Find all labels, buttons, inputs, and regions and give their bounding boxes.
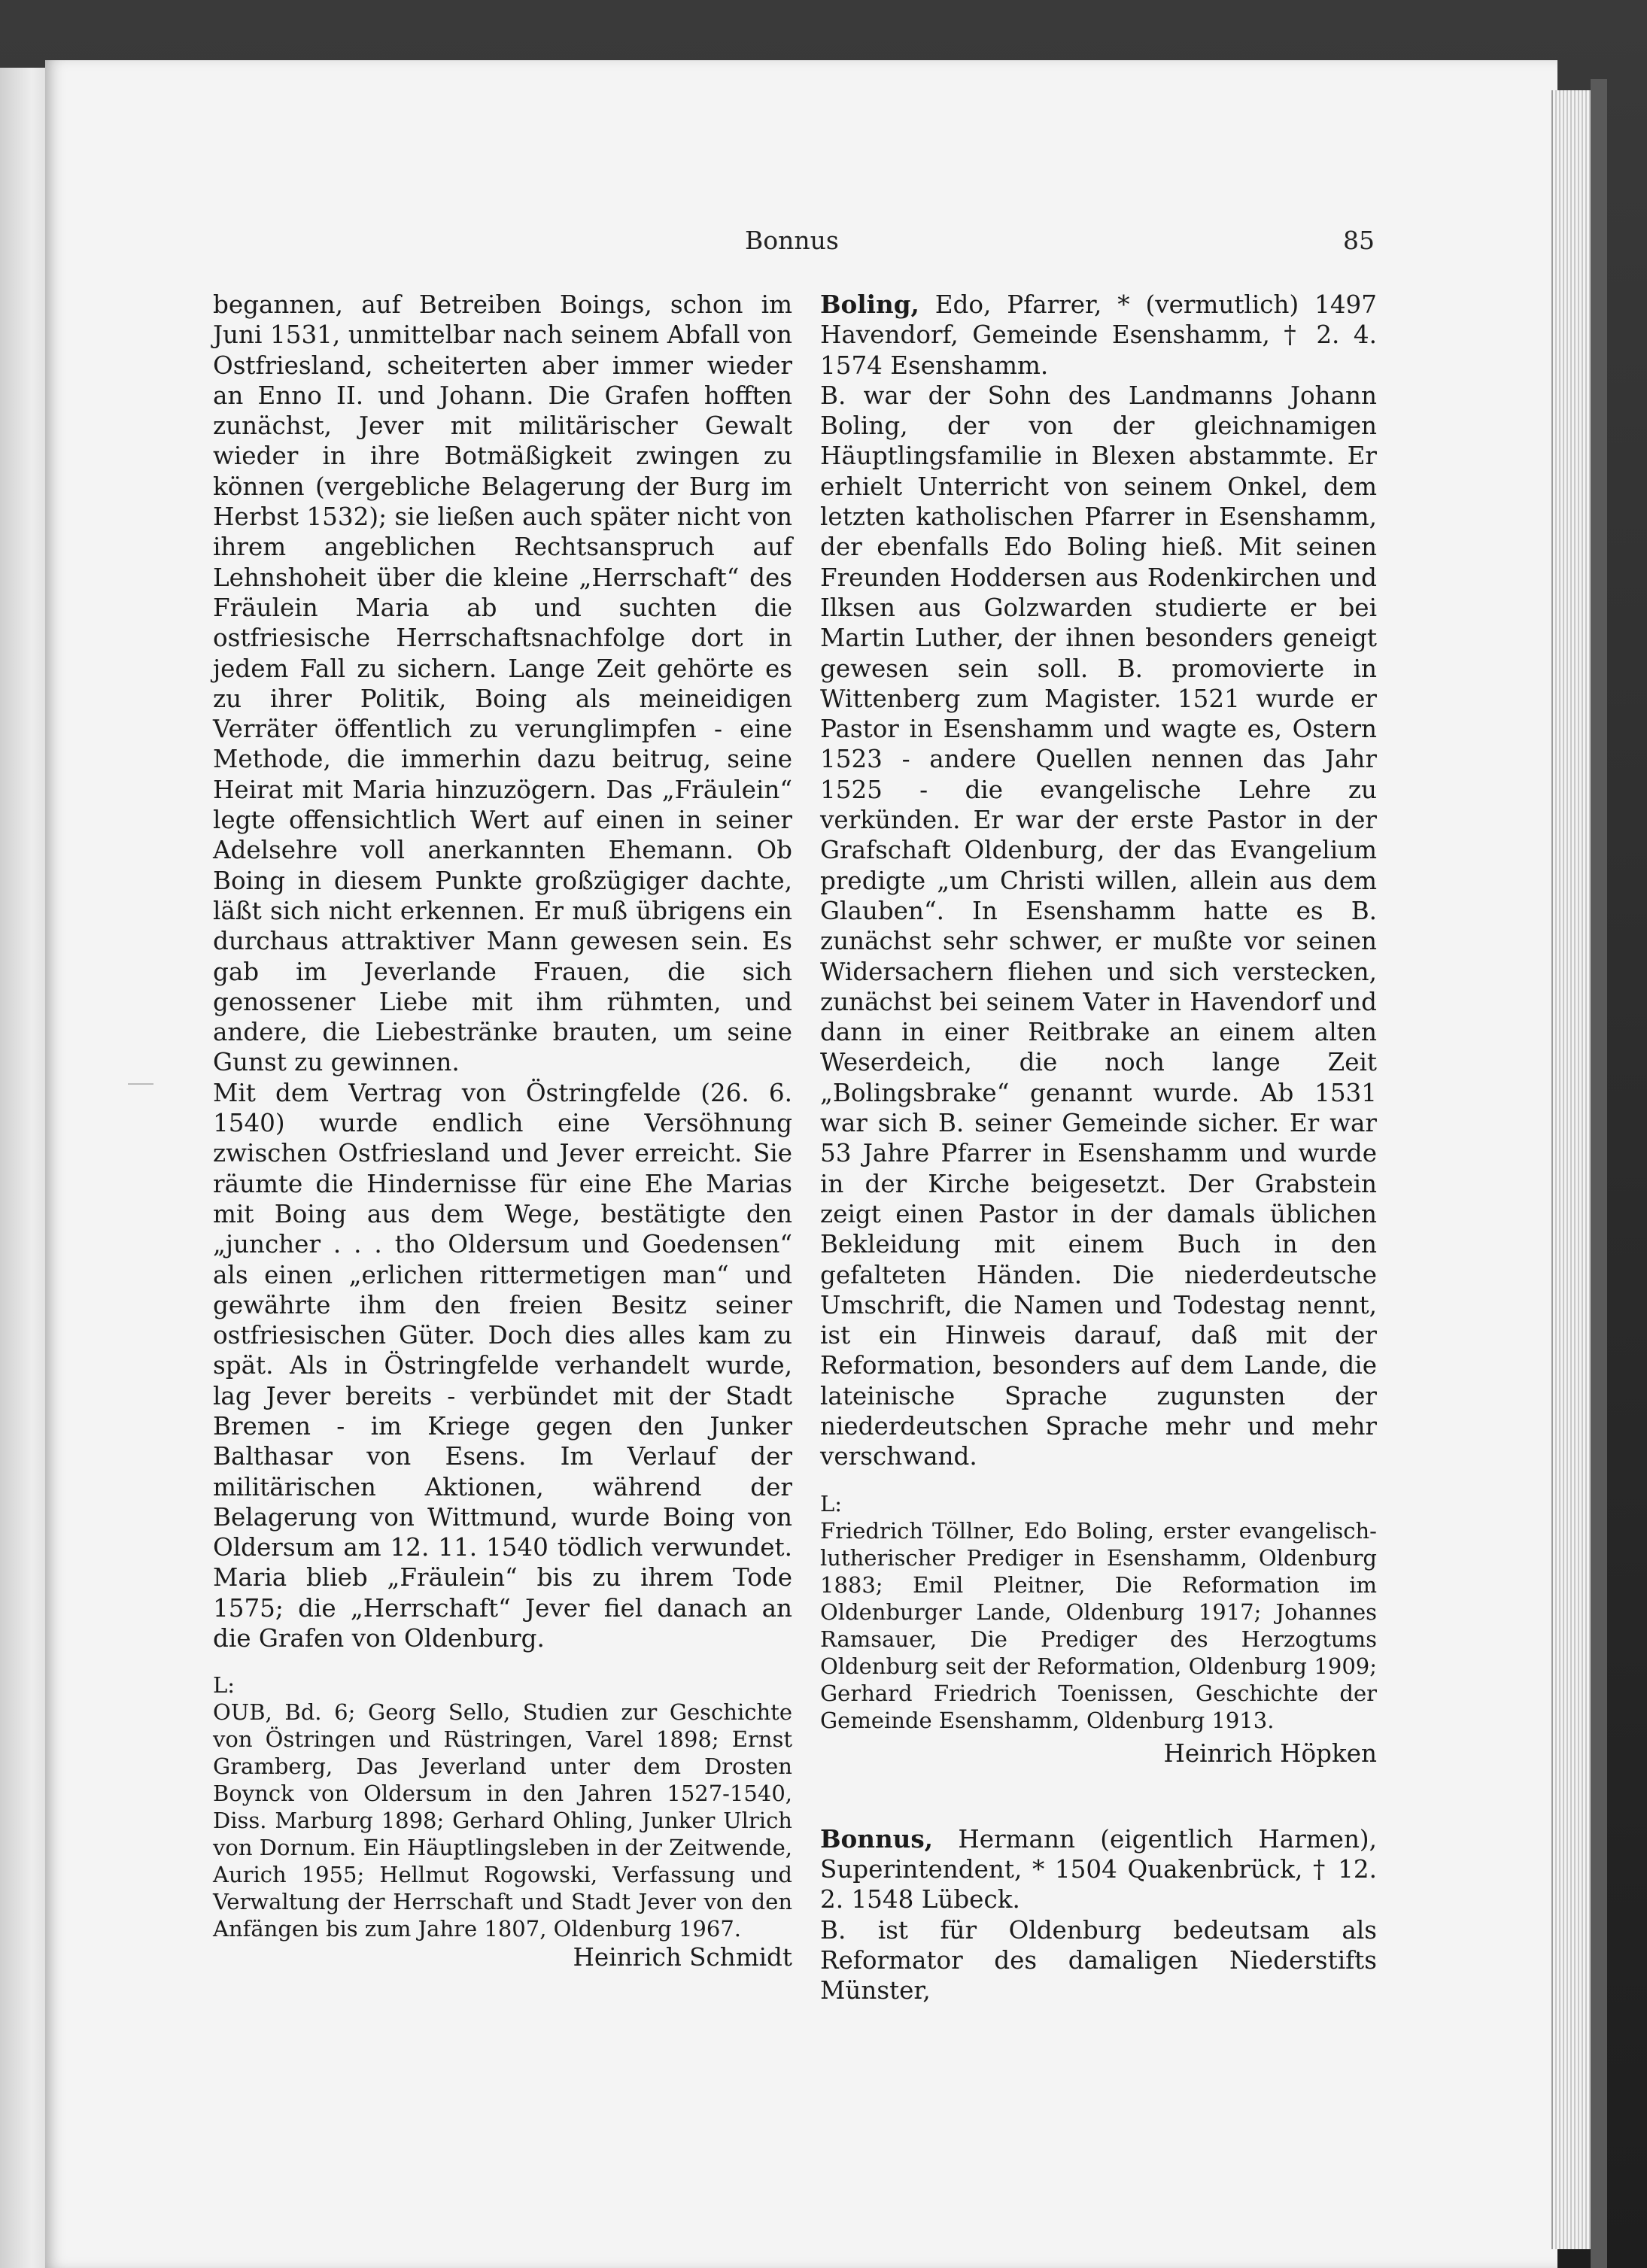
literature-label: L:: [213, 1672, 236, 1699]
page-number: 85: [1343, 226, 1375, 255]
right-column: [820, 290, 1377, 2006]
book-cover-edge: [1591, 79, 1607, 2268]
entry-heading: [820, 290, 1377, 381]
author-signature: Heinrich Schmidt: [573, 1943, 792, 1972]
literature-label: L:: [820, 1490, 843, 1517]
body-paragraph: B. war der Sohn des Landmanns Johann Boling, der von der gleichnamigen Häuptlingsfamilie in Blexen abstammte. Er erhielt Unterricht von seinem Onkel, dem letzten katholischen Pfarrer in Esenshamm, der ebenfalls Edo Boling hieß. Mit seinen Freunden Hoddersen aus Rodenkirchen und Ilksen aus Golzwarden studierte er bei Martin Luther, der ihnen besonders geneigt gewesen sein soll. B. promovierte in Wittenberg zum Magister. 1521 wurde er Pastor in Esenshamm und wagte es, Ostern 1523 - andere Quellen nennen das Jahr 1525 - die evangelische Lehre zu verkünden. Er war der erste Pastor in der Grafschaft Oldenburg, der das Evangelium predigte „um Christi willen, allein aus dem Glauben“. In Esenshamm hatte es B. zunächst sehr schwer, er mußte vor seinen Widersachern fliehen und sich verstecken, zunächst bei seinem Vater in Havendorf und dann in einer Reitbrake an einem alten Weserdeich, die noch lange Zeit „Bolingsbrake“ genannt wurde. Ab 1531 war sich B. seiner Gemeinde sicher. Er war 53 Jahre Pfarrer in Esenshamm und wurde in der Kirche beigesetzt. Der Grabstein zeigt einen Pastor in der damals üblichen Bekleidung mit einem Buch in den gefalteten Händen. Die niederdeutsche Umschrift, die Namen und Todestag nennt, ist ein Hinweis darauf, daß mit der Reformation, besonders auf dem Lande, die lateinische Sprache zugunsten der niederdeutschen Sprache mehr und mehr verschwand.: [820, 381, 1377, 1471]
body-paragraph: B. ist für Oldenburg bedeutsam als Reformator des damaligen Niederstifts Münster,: [820, 1915, 1377, 2005]
entry-name: Bonnus,: [820, 1823, 934, 1854]
left-column: [213, 290, 792, 1973]
running-head: Bonnus: [745, 226, 839, 255]
margin-mark: [128, 1083, 153, 1085]
literature-list: Friedrich Töllner, Edo Boling, erster evangelisch-lutherischer Prediger in Esenshamm, Oldenburg 1883; Emil Pleitner, Die Reformation im Oldenburger Lande, Oldenburg 1917; Johannes Ramsauer, Die Prediger des Herzogtums Oldenburg seit der Reformation, Oldenburg 1909; Gerhard Friedrich Toenissen, Geschichte der Gemeinde Esenshamm, Oldenburg 1913.: [820, 1517, 1377, 1733]
body-paragraph: begannen, auf Betreiben Boings, schon im Juni 1531, unmittelbar nach seinem Abfall von Ostfriesland, scheiterten aber immer wieder an Enno II. und Johann. Die Grafen hofften zunächst, Jever mit militärischer Gewalt wieder in ihre Botmäßigkeit zwingen zu können (vergebliche Belagerung der Burg im Herbst 1532); sie ließen auch später nicht von ihrem angeblichen Rechtsanspruch auf Lehnshoheit über die kleine „Herrschaft“ des Fräulein Maria ab und suchten die ostfriesische Herrschaftsnachfolge dort in jedem Fall zu sichern. Lange Zeit gehörte es zu ihrer Politik, Boing als meineidigen Verräter öffentlich zu verunglimpfen - eine Methode, die immerhin dazu beitrug, seine Heirat mit Maria hinzuzögern. Das „Fräulein“ legte offensichtlich Wert auf einen in seiner Adelsehre voll anerkannten Ehemann. Ob Boing in diesem Punkte großzügiger dachte, läßt sich nicht erkennen. Er muß übrigens ein durchaus attraktiver Mann gewesen sein. Es gab im Jeverlande Frauen, die sich genossener Liebe mit ihm rühmten, und andere, die Liebestränke brauten, um seine Gunst zu gewinnen.: [213, 290, 792, 1077]
body-paragraph: Mit dem Vertrag von Östringfelde (26. 6. 1540) wurde endlich eine Versöhnung zwischen Ostfriesland und Jever erreicht. Sie räumte die Hindernisse für eine Ehe Marias mit Boing aus dem Wege, bestätigte den „juncher . . . tho Oldersum und Goedensen“ als einen „erlichen rittermetigen man“ und gewährte ihm den freien Besitz seiner ostfriesischen Güter. Doch dies alles kam zu spät. Als in Östringfelde verhandelt wurde, lag Jever bereits - verbündet mit der Stadt Bremen - im Kriege gegen den Junker Balthasar von Esens. Im Verlauf der militärischen Aktionen, während der Belagerung von Wittmund, wurde Boing von Oldersum am 12. 11. 1540 tödlich verwundet. Maria blieb „Fräulein“ bis zu ihrem Tode 1575; die „Herrschaft“ Jever fiel danach an die Grafen von Oldenburg.: [213, 1078, 792, 1653]
author-signature: Heinrich Höpken: [1163, 1738, 1377, 1768]
page-stack-edges: [1551, 90, 1592, 2249]
entry-vitals: Edo, Pfarrer, * (vermutlich) 1497 Havendorf, Gemeinde Esenshamm, † 2. 4. 1574 Esenshamm.: [820, 290, 1377, 380]
entry-name: Boling,: [820, 290, 919, 319]
entry-heading: [820, 1824, 1377, 1915]
entry-vitals: Hermann (eigentlich Harmen), Superintendent, * 1504 Quakenbrück, † 12. 2. 1548 Lübeck.: [820, 1824, 1377, 1914]
literature-list: OUB, Bd. 6; Georg Sello, Studien zur Geschichte von Östringen und Rüstringen, Varel 1898; Ernst Gramberg, Das Jeverland unter dem Drosten Boynck von Oldersum in den Jahren 1527-1540, Diss. Marburg 1898; Gerhard Ohling, Junker Ulrich von Dornum. Ein Häuptlingsleben in der Zeitwende, Aurich 1955; Hellmut Rogowski, Verfassung und Verwaltung der Herrschaft und Stadt Jever von den Anfängen bis zum Jahre 1807, Oldenburg 1967.: [213, 1699, 792, 1942]
